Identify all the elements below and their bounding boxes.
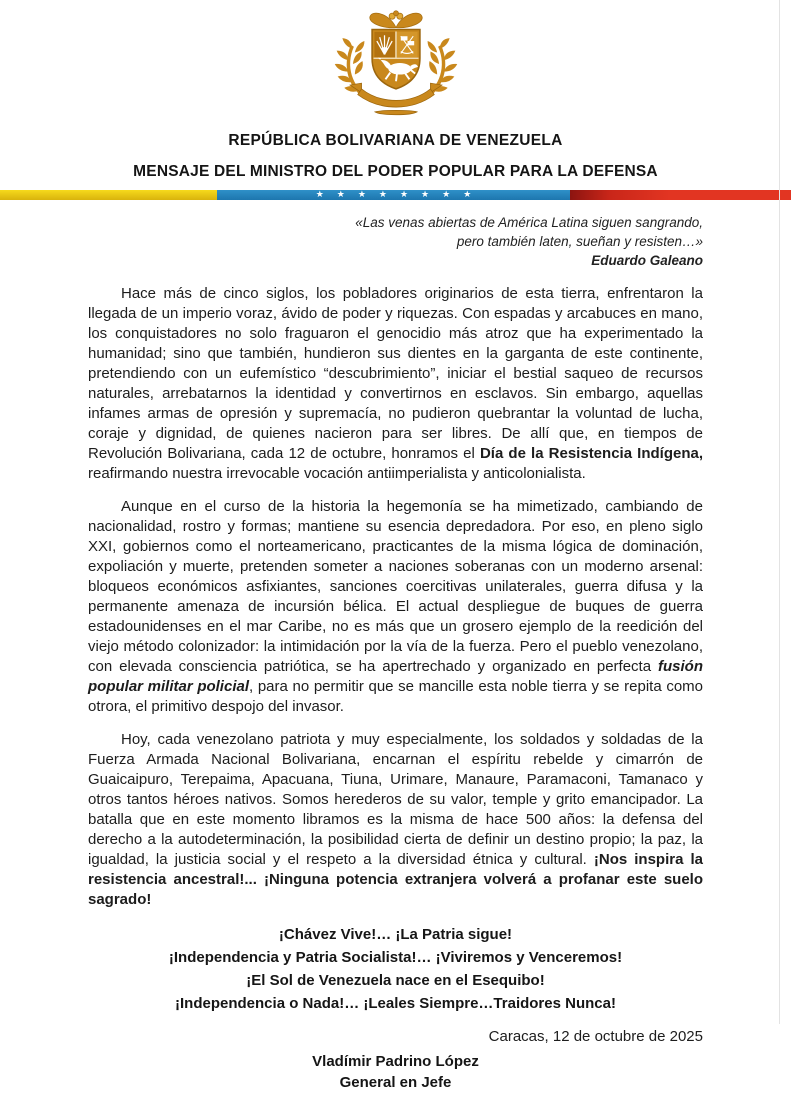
flag-blue-band bbox=[217, 190, 570, 200]
epigraph-line: «Las venas abiertas de América Latina siguen sangrando, bbox=[355, 215, 703, 230]
paragraph: Hoy, cada venezolano patriota y muy especialmente, los soldados y soldadas de la Fuerza Armada Nacional Bolivariana, encarnan el espíritu rebelde y cimarrón de Guaicaipuro, Terepaima, Apacuana, Tiuna, Urimare, Manaure, Paramaconi, Tamanaco y otros tantos héroes nativos. Somos herederos de su valor, temple y grito emancipador. La batalla que en este momento libramos es la misma de hace 500 años: la defensa del derecho a la autodeterminación, la posibilidad cierta de definir un destino propio; la paz, la igualdad, la justicia social y el respeto a la diversidad étnica y cultural. ¡Nos inspira la resistencia ancestral!... ¡Ninguna potencia extranjera volverá a profanar este suelo sagrado! bbox=[88, 731, 703, 908]
slogans-block bbox=[88, 923, 703, 1015]
flag-bar bbox=[0, 190, 791, 200]
flag-red-band bbox=[570, 190, 791, 200]
slogan-line: ¡Independencia y Patria Socialista!… ¡Viviremos y Venceremos! bbox=[168, 949, 623, 966]
document-title: REPÚBLICA BOLIVARIANA DE VENEZUELA bbox=[228, 132, 563, 149]
slogan-line: ¡El Sol de Venezuela nace en el Esequibo! bbox=[246, 972, 545, 989]
venezuela-coat-of-arms-icon bbox=[0, 0, 791, 120]
paragraph: Hace más de cinco siglos, los pobladores originarios de esta tierra, enfrentaron la llegada de un imperio voraz, ávido de poder y riquezas. Con espadas y arcabuces en mano, los conquistadores no solo fraguaron el genocidio más atroz que ha experimentado la humanidad; sino que también, hundieron sus dientes en la garganta de este continente, pretendiendo con un eufemístico “descubrimiento”, iniciar el bestial saqueo de recursos naturales, arrebatarnos la identidad y convertirnos en esclavos. Sin embargo, aquellas infames armas de opresión y supremacía, no pudieron quebrantar la voluntad de lucha, coraje y dignidad, de quienes nacieron para ser libres. De allí que, en tiempos de Revolución Bolivariana, cada 12 de octubre, honramos el Día de la Resistencia Indígena, reafirmando nuestra irrevocable vocación antiimperialista y anticolonialista. bbox=[88, 285, 703, 482]
flag-yellow-band bbox=[0, 190, 217, 200]
cornucopias bbox=[369, 11, 421, 28]
epigraph-author: Eduardo Galeano bbox=[591, 253, 703, 268]
document-subtitle: MENSAJE DEL MINISTRO DEL PODER POPULAR PARA LA DEFENSA bbox=[133, 163, 658, 180]
scan-edge-line bbox=[779, 0, 780, 1024]
signer-rank: General en Jefe bbox=[339, 1074, 452, 1091]
signer-name: Vladímir Padrino López bbox=[312, 1053, 479, 1070]
message-body bbox=[88, 284, 703, 910]
slogan-line: ¡Independencia o Nada!… ¡Leales Siempre…Traidores Nunca! bbox=[175, 995, 616, 1012]
epigraph-line: pero también laten, sueñan y resisten…» bbox=[456, 234, 703, 249]
slogan-line: ¡Chávez Vive!… ¡La Patria sigue! bbox=[278, 926, 513, 943]
epigraph bbox=[200, 213, 703, 270]
dateline: Caracas, 12 de octubre de 2025 bbox=[488, 1028, 703, 1045]
paragraph: Aunque en el curso de la historia la hegemonía se ha mimetizado, cambiando de nacionalidad, rostro y formas; mantiene su esencia depredadora. Por eso, en pleno siglo XXI, gobiernos como el norteamericano, practicantes de la misma lógica de dominación, expoliación y muerte, pretenden someter a naciones soberanas con un moderno arsenal: bloqueos económicos asfixiantes, sanciones coercitivas unilaterales, guerra difusa y la permanente amenaza de incursión bélica. El actual despliegue de buques de guerra estadounidenses en el mar Caribe, no es más que un grosero ejemplo de la reedición del viejo método colonizador: la intimidación por la vía de la fuerza. Pero el pueblo venezolano, con elevada consciencia patriótica, se ha apertrechado y organizado en perfecta fusión popular militar policial, para no permitir que se mancille esta noble tierra y se repita como otrora, el primitivo despojo del invasor. bbox=[88, 498, 703, 715]
flag-stars-icon: ★★★★★★★★ bbox=[315, 190, 485, 200]
